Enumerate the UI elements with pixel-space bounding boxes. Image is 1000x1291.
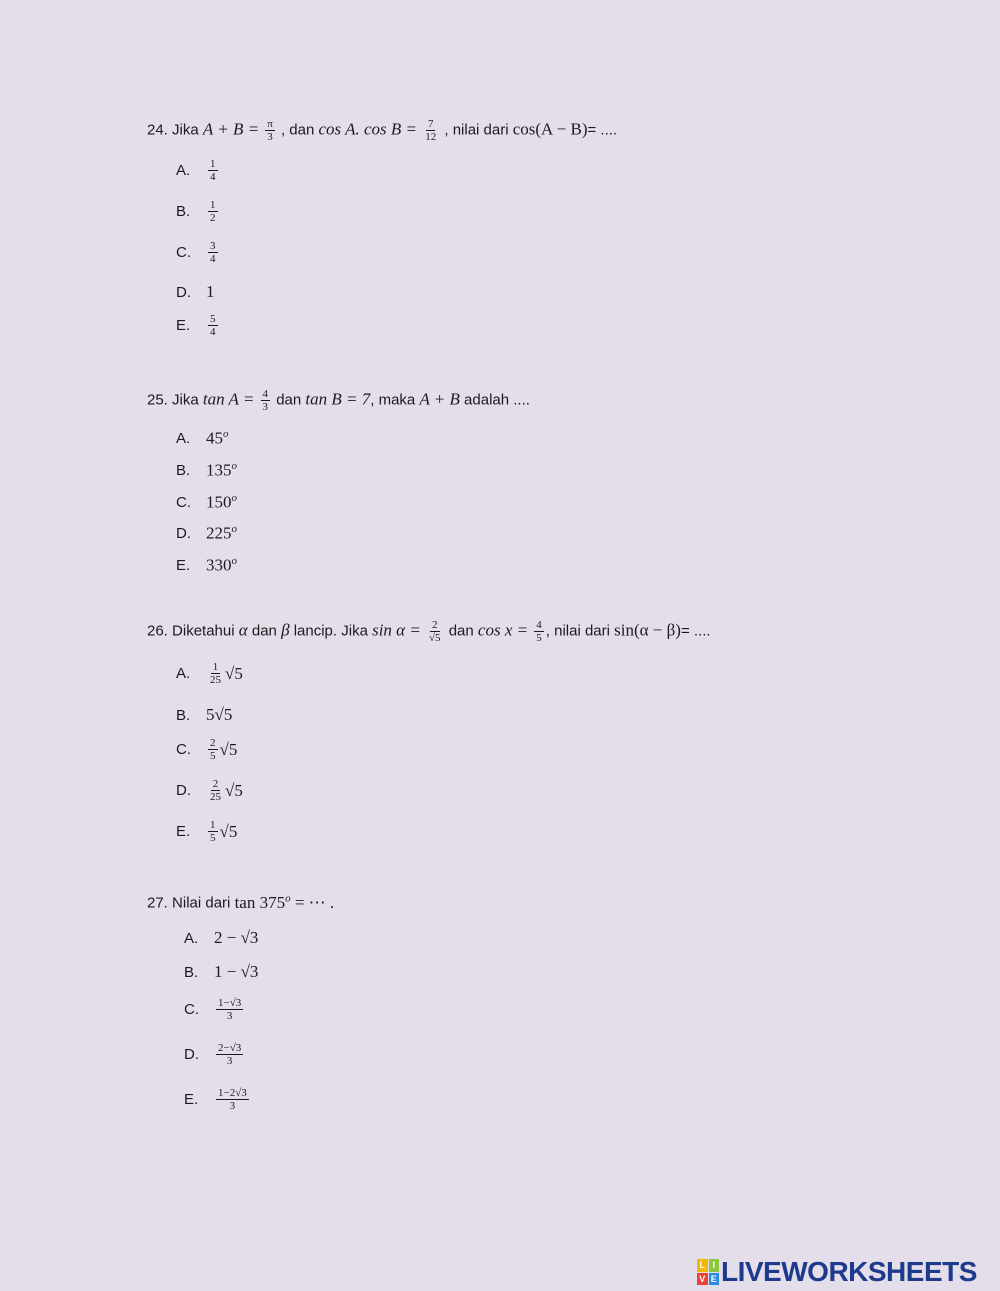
question-text: dan — [276, 391, 302, 409]
question-text: dan — [448, 622, 474, 640]
option-a[interactable]: A. $\frac{1}{25}$ √5 — [176, 661, 243, 686]
question-text: , dan — [280, 121, 315, 139]
math-expression: cos(A − B) — [512, 119, 588, 139]
math-symbol: β — [281, 620, 290, 640]
fraction: $\frac{1}{2}$ — [210, 199, 216, 224]
question-text: Nilai dari — [172, 894, 231, 912]
fraction: $\frac{4}{5}$ — [536, 619, 542, 644]
option-e[interactable]: E. $\frac{1}{5}$ √5 — [176, 819, 238, 844]
option-c[interactable]: C. $\frac{3}{4}$ — [176, 240, 216, 265]
fraction: $\frac{1-2√3}{3}$ — [218, 1087, 247, 1112]
math-symbol: α — [238, 620, 248, 640]
option-e[interactable]: E. $\frac{5}{4}$ — [176, 313, 216, 338]
option-a[interactable]: A. 45$^o$ — [176, 428, 229, 448]
brand-name: LIVEWORKSHEETS — [721, 1256, 977, 1287]
question-text: , maka — [370, 391, 416, 409]
question-number: 24. — [147, 121, 168, 139]
fraction: $\frac{5}{4}$ — [210, 313, 216, 338]
math-expression: tan 375$^o$ = ⋯ . — [234, 892, 335, 912]
question-text: Diketahui — [172, 622, 235, 640]
option-b[interactable]: B. 135$^o$ — [176, 460, 237, 480]
question-text: = .... — [680, 622, 711, 640]
logo-icon: L I V E — [697, 1259, 719, 1285]
option-b[interactable]: B. 5√5 — [176, 705, 233, 724]
option-a[interactable]: A. 2 − √3 — [184, 928, 259, 947]
option-d[interactable]: D. $\frac{2-√3}{3}$ — [184, 1042, 242, 1067]
fraction: $\frac{1}{25}$ — [210, 661, 221, 686]
option-b[interactable]: B. 1 − √3 — [184, 962, 259, 981]
math-expression: sin α = — [372, 620, 421, 640]
option-d[interactable]: D. 225$^o$ — [176, 523, 237, 543]
option-e[interactable]: E. $\frac{1-2√3}{3}$ — [184, 1087, 247, 1112]
fraction: $\frac{2}{√5}$ — [428, 619, 441, 644]
question-27 — [147, 892, 334, 913]
fraction: $\frac{4}{3}$ — [262, 388, 269, 413]
option-a[interactable]: A. $\frac{1}{4}$ — [176, 158, 216, 183]
fraction: $\frac{1}{4}$ — [210, 158, 216, 183]
option-c[interactable]: C. 150$^o$ — [176, 492, 237, 512]
math-expression: cos A. cos B = — [318, 119, 418, 139]
option-e[interactable]: E. 330$^o$ — [176, 555, 237, 575]
question-text: lancip. Jika — [293, 622, 368, 640]
math-expression: sin(α − β) — [614, 620, 681, 640]
fraction: $\frac{1}{5}$ — [210, 819, 216, 844]
fraction: $\frac{2}{25}$ — [210, 778, 221, 803]
fraction: $\frac{1-√3}{3}$ — [218, 997, 242, 1022]
question-number: 26. — [147, 622, 168, 640]
option-c[interactable]: C. $\frac{2}{5}$ √5 — [176, 737, 238, 762]
question-text: Jika — [172, 121, 199, 139]
question-text: , nilai dari — [444, 121, 509, 139]
question-25 — [147, 388, 530, 413]
fraction: $\frac{2}{5}$ — [210, 737, 216, 762]
option-d[interactable]: D. 1 — [176, 282, 215, 301]
question-26 — [147, 619, 711, 644]
math-expression: A + B = — [202, 119, 260, 139]
fraction: $\frac{2-√3}{3}$ — [218, 1042, 242, 1067]
fraction: $\frac{7}{12}$ — [425, 118, 437, 143]
fraction: $\frac{\pi}{3}$ — [267, 118, 273, 143]
math-expression: tan B = 7 — [305, 389, 371, 409]
math-expression: A + B — [419, 389, 460, 409]
question-text: dan — [251, 622, 277, 640]
math-expression: cos x = — [477, 620, 529, 640]
option-b[interactable]: B. $\frac{1}{2}$ — [176, 199, 216, 224]
question-24 — [147, 118, 617, 143]
fraction: $\frac{3}{4}$ — [210, 240, 216, 265]
question-number: 27. — [147, 894, 168, 912]
question-text: Jika — [172, 391, 199, 409]
math-expression: tan A = — [202, 389, 255, 409]
option-c[interactable]: C. $\frac{1-√3}{3}$ — [184, 997, 242, 1022]
liveworksheets-logo — [697, 1256, 977, 1288]
question-text: , nilai dari — [545, 622, 610, 640]
question-text: adalah .... — [464, 391, 530, 409]
question-number: 25. — [147, 391, 168, 409]
option-d[interactable]: D. $\frac{2}{25}$ √5 — [176, 778, 243, 803]
question-text: = .... — [587, 121, 618, 139]
